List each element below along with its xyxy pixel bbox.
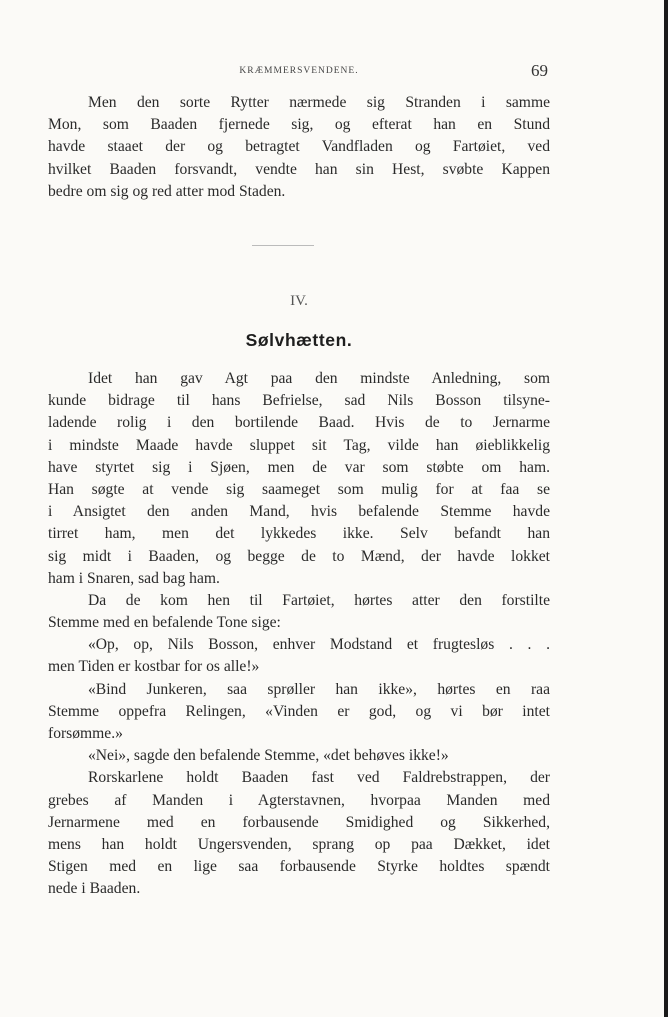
text-line: Stemme med en befalende Tone sige: xyxy=(48,614,281,632)
text-line: ham i Snaren, sad bag ham. xyxy=(48,569,220,587)
text-line: «Op, op, Nils Bosson, enhver Modstand et frugtesløs . . . xyxy=(88,636,550,654)
text-line: Stemme oppefra Relingen, «Vinden er god, og vi bør intet xyxy=(48,702,550,720)
text-line: Idet han gav Agt paa den mindste Anledning, som xyxy=(88,370,550,387)
text-line: grebes af Manden i Agterstavnen, hvorpaa Manden med xyxy=(48,791,550,809)
text-line: bedre om sig og red atter mod Staden. xyxy=(48,182,286,200)
text-line: i Ansigtet den anden Mand, hvis befalende Stemme havde xyxy=(48,503,550,521)
text-line: Men den sorte Rytter nærmede sig Stranden i samme xyxy=(88,94,550,111)
paragraph-1 xyxy=(48,92,550,203)
text-line: Jernarmene med en forbausende Smidighed og Sikkerhed, xyxy=(48,813,550,831)
text-line: tirret ham, men det lykkedes ikke. Selv befandt han xyxy=(48,525,550,543)
text-line: i mindste Maade havde sluppet sit Tag, vilde han øieblikkelig xyxy=(48,436,550,454)
text-line: hvilket Baaden forsvandt, vendte han sin Hest, svøbte Kappen xyxy=(48,160,550,178)
section-divider xyxy=(252,245,314,246)
text-line: mens han holdt Ungersvenden, sprang op paa Dækket, idet xyxy=(48,835,550,853)
chapter-number: IV. xyxy=(290,293,308,309)
page-edge xyxy=(664,0,668,1017)
text-line: men Tiden er kostbar for os alle!» xyxy=(48,658,260,676)
chapter-body xyxy=(48,368,550,901)
text-line: Han søgte at vende sig saameget som mulig for at faa se xyxy=(48,480,550,498)
text-line: Rorskarlene holdt Baaden fast ved Faldrebstrappen, der xyxy=(88,769,550,787)
running-head: KRÆMMERSVENDENE. xyxy=(239,66,359,76)
text-line: kunde bidrage til hans Befrielse, sad Nils Bosson tilsyne- xyxy=(48,392,550,410)
page-number: 69 xyxy=(531,61,548,80)
text-line: «Bind Junkeren, saa sprøller han ikke», hørtes en raa xyxy=(88,680,550,698)
text-line: Stigen med en lige saa forbausende Styrke holdtes spændt xyxy=(48,858,550,876)
text-line: havde staaet der og betragtet Vandfladen og Fartøiet, ved xyxy=(48,138,550,156)
chapter-title: Sølvhætten. xyxy=(245,330,353,350)
text-line: «Nei», sagde den befalende Stemme, «det behøves ikke!» xyxy=(88,747,449,765)
text-line: nede i Baaden. xyxy=(48,880,141,898)
text-line: have styrtet sig i Sjøen, men de var som støbte om ham. xyxy=(48,458,550,476)
text-line: ladende rolig i den bortilende Baad. Hvis de to Jernarme xyxy=(48,414,550,432)
text-line: Mon, som Baaden fjernede sig, og efterat han en Stund xyxy=(48,116,550,134)
text-line: sig midt i Baaden, og begge de to Mænd, der havde lokket xyxy=(48,547,550,565)
text-line: forsømme.» xyxy=(48,725,123,742)
text-line: Da de kom hen til Fartøiet, hørtes atter den forstilte xyxy=(88,591,550,609)
